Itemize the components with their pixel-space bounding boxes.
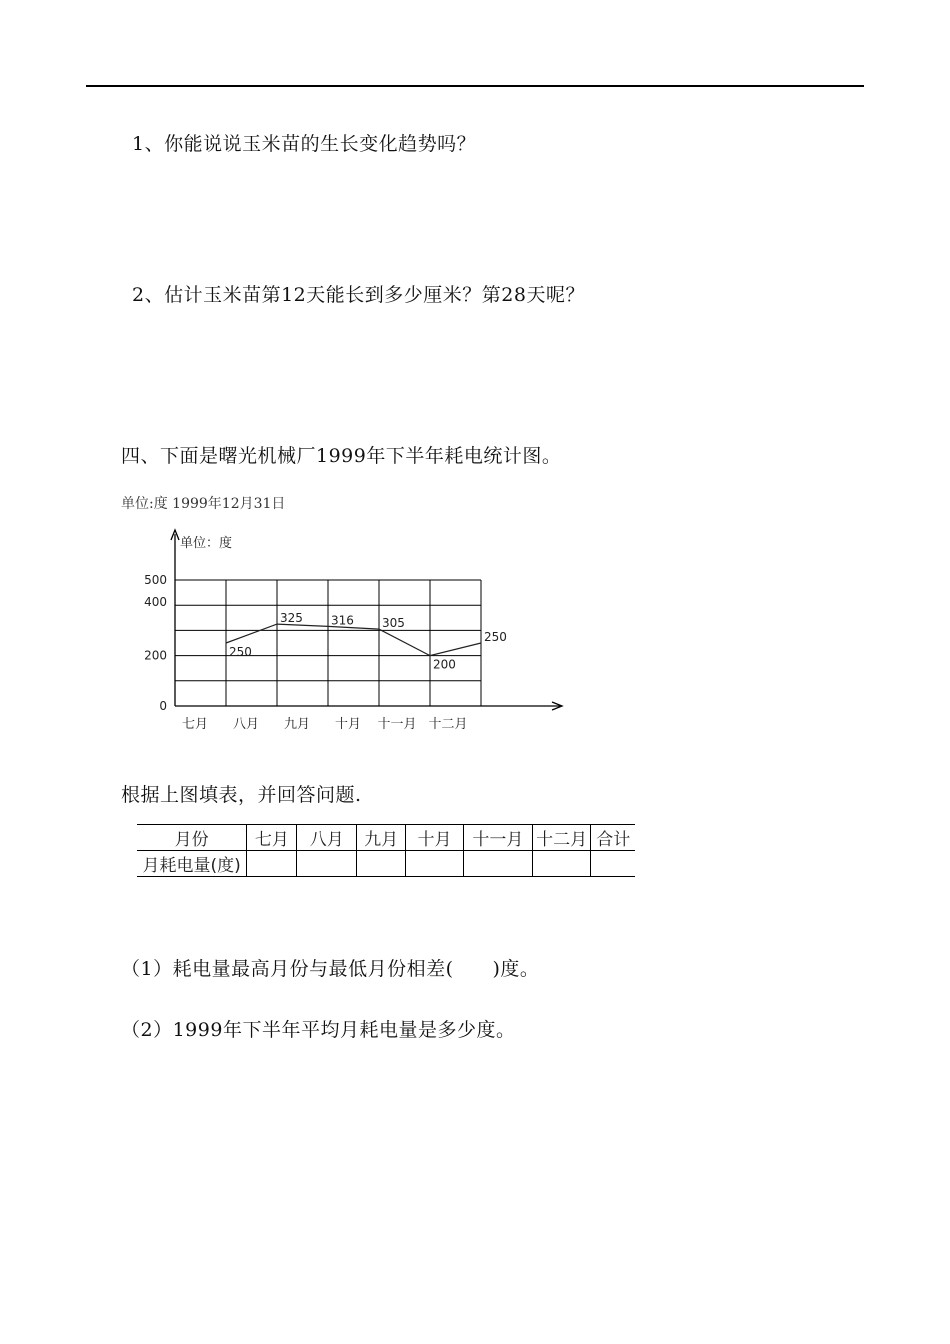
table-header-cell: 十月 [406, 825, 464, 851]
table-header-cell: 七月 [247, 825, 297, 851]
y-axis-unit-label: 单位：度 [180, 536, 233, 551]
table-header-row [137, 825, 635, 851]
table-row-label: 月耗电量(度) [137, 851, 247, 877]
question-1: 1、你能说说玉米苗的生长变化趋势吗？ [132, 133, 477, 155]
x-tick-label: 十一月 [377, 717, 417, 732]
table-header-cell: 十二月 [532, 825, 591, 851]
table-header-cell: 合计 [591, 825, 635, 851]
section-4-heading: 四、下面是曙光机械厂1999年下半年耗电统计图。 [121, 445, 562, 467]
answer-1: （1）耗电量最高月份与最低月份相差( )度。 [121, 958, 540, 980]
fill-table [137, 824, 635, 878]
question-2: 2、估计玉米苗第12天能长到多少厘米？第28天呢？ [132, 284, 585, 306]
y-tick-label: 400 [144, 595, 167, 610]
data-label: 250 [229, 645, 252, 659]
electricity-line-chart [130, 520, 580, 745]
data-label: 200 [433, 657, 456, 672]
y-tick-label: 0 [159, 699, 167, 713]
table-header-cell: 八月 [297, 825, 357, 851]
y-tick-label: 200 [144, 648, 167, 663]
table-cell [357, 851, 406, 877]
x-tick-label: 十二月 [428, 717, 468, 732]
series-line [226, 624, 481, 656]
table-header-cell: 月份 [137, 825, 247, 851]
x-tick-label: 八月 [232, 717, 260, 732]
table-cell [591, 851, 635, 877]
x-tick-label: 九月 [283, 717, 311, 732]
top-rule [86, 85, 864, 87]
table-cell [463, 851, 532, 877]
chart-caption: 单位:度 1999年12月31日 [121, 496, 286, 512]
data-label: 250 [484, 630, 507, 644]
table-row [137, 851, 635, 877]
table-header-cell: 九月 [357, 825, 406, 851]
table-cell [532, 851, 591, 877]
answer-2: （2）1999年下半年平均月耗电量是多少度。 [121, 1019, 516, 1041]
table-cell [297, 851, 357, 877]
fill-instruction: 根据上图填表，并回答问题. [121, 784, 362, 806]
y-tick-label: 500 [144, 573, 167, 587]
x-tick-label: 七月 [181, 717, 209, 732]
data-label: 325 [280, 611, 303, 626]
data-label: 316 [331, 613, 354, 628]
table-header-cell: 十一月 [463, 825, 532, 851]
x-tick-label: 十月 [334, 717, 362, 732]
table-cell [247, 851, 297, 877]
data-label: 305 [382, 616, 405, 631]
table-cell [406, 851, 464, 877]
